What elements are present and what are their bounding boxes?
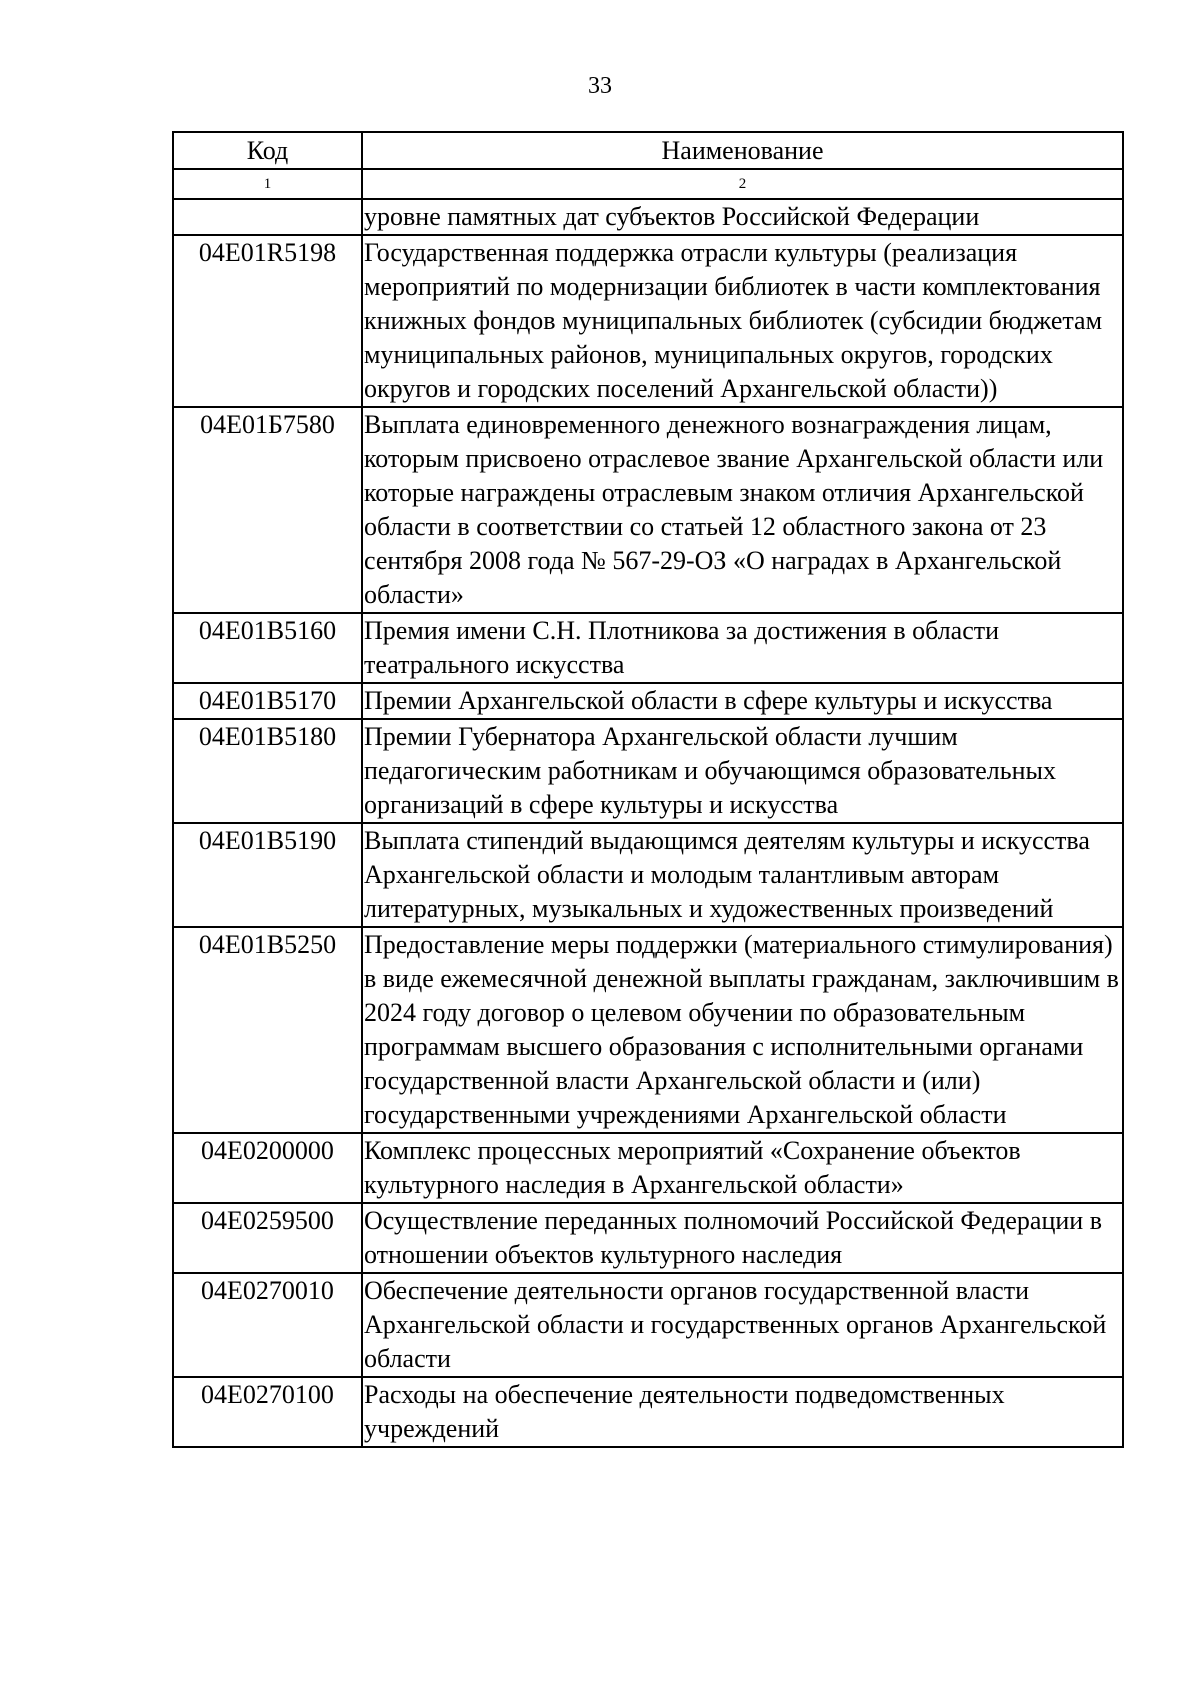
row-code: 04Е01В5170 [173,683,362,719]
budget-code-table [172,131,1124,1448]
table-row [173,683,1123,719]
row-code: 04Е01R5198 [173,235,362,407]
column-number-name: 2 [362,169,1123,199]
row-code: 04Е01В5250 [173,927,362,1133]
row-name: Предоставление меры поддержки (материального стимулирования) в виде ежемесячной денежной выплаты гражданам, заключившим в 2024 году договор о целевом обучении по образовательным программам высшего образования с исполнительными органами государственной власти Архангельской области и (или) государственными учреждениями Архангельской области [362,927,1123,1133]
row-code [173,199,362,235]
row-name: Выплата единовременного денежного вознаграждения лицам, которым присвоено отраслевое звание Архангельской области или которые награждены отраслевым знаком отличия Архангельской области в соответствии со статьей 12 областного закона от 23 сентября 2008 года № 567-29-ОЗ «О наградах в Архангельской области» [362,407,1123,613]
row-name: Премия имени С.Н. Плотникова за достижения в области театрального искусства [362,613,1123,683]
column-number-row [173,169,1123,199]
row-code: 04Е0270010 [173,1273,362,1377]
row-code: 04Е0259500 [173,1203,362,1273]
row-code: 04Е0200000 [173,1133,362,1203]
table-row [173,719,1123,823]
table-row [173,823,1123,927]
header-code: Код [173,132,362,169]
table-row [173,1133,1123,1203]
row-name: Обеспечение деятельности органов государственной власти Архангельской области и государственных органов Архангельской области [362,1273,1123,1377]
row-code: 04Е01Б7580 [173,407,362,613]
row-name: Комплекс процессных мероприятий «Сохранение объектов культурного наследия в Архангельской области» [362,1133,1123,1203]
row-code: 04Е0270100 [173,1377,362,1447]
table-header-row [173,132,1123,169]
row-name: уровне памятных дат субъектов Российской Федерации [362,199,1123,235]
table-row [173,199,1123,235]
table-row [173,1377,1123,1447]
row-code: 04Е01В5160 [173,613,362,683]
row-name: Выплата стипендий выдающимся деятелям культуры и искусства Архангельской области и молодым талантливым авторам литературных, музыкальных и художественных произведений [362,823,1123,927]
row-name: Премии Архангельской области в сфере культуры и искусства [362,683,1123,719]
column-number-code: 1 [173,169,362,199]
row-name: Расходы на обеспечение деятельности подведомственных учреждений [362,1377,1123,1447]
row-name: Осуществление переданных полномочий Российской Федерации в отношении объектов культурного наследия [362,1203,1123,1273]
row-code: 04Е01В5190 [173,823,362,927]
table-row [173,407,1123,613]
page-number: 33 [588,73,612,99]
row-code: 04Е01В5180 [173,719,362,823]
row-name: Государственная поддержка отрасли культуры (реализация мероприятий по модернизации библиотек в части комплектования книжных фондов муниципальных библиотек (субсидии бюджетам муниципальных районов, муниципальных округов, городских округов и городских поселений Архангельской области)) [362,235,1123,407]
table-row [173,235,1123,407]
table-row [173,613,1123,683]
table-row [173,1203,1123,1273]
table-row [173,1273,1123,1377]
header-name: Наименование [362,132,1123,169]
row-name: Премии Губернатора Архангельской области лучшим педагогическим работникам и обучающимся образовательных организаций в сфере культуры и искусства [362,719,1123,823]
table-row [173,927,1123,1133]
